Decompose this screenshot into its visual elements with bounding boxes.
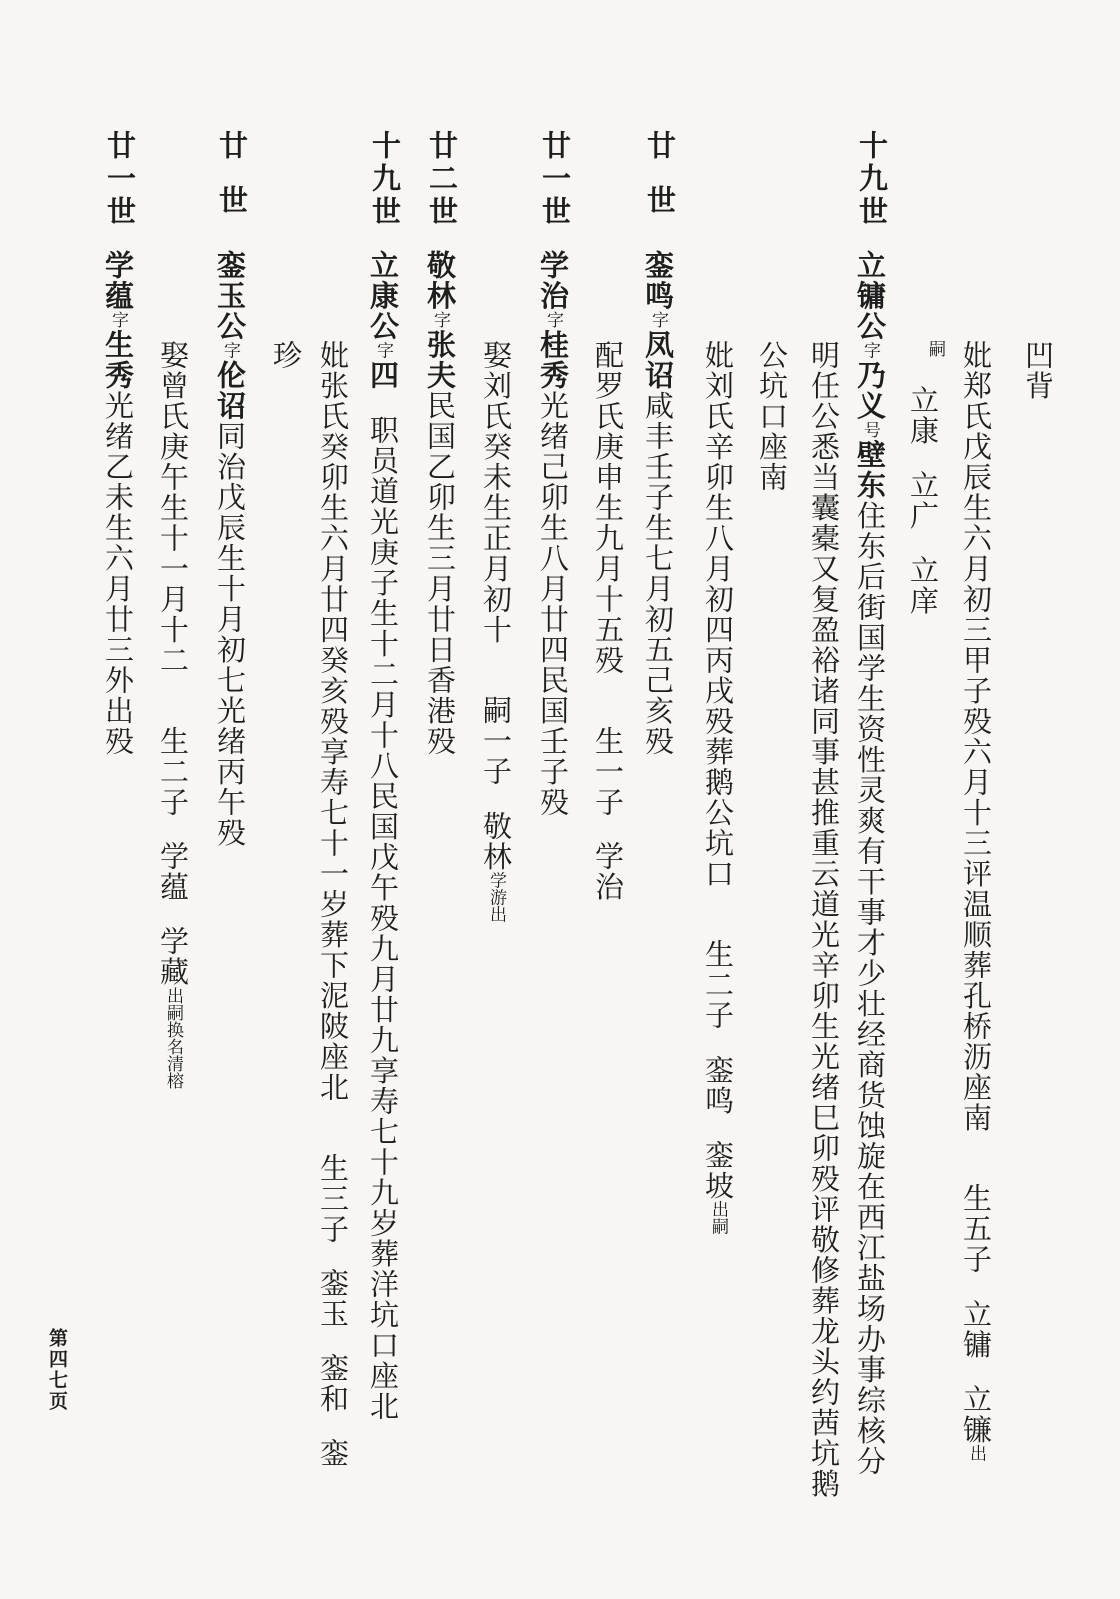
generation-label: 廿世 [643, 130, 677, 240]
col-17: 学蕴字生秀光绪乙未生六月廿三外出殁 [101, 250, 135, 757]
col-3: 明任公悉当囊橐又复盈裕诸同事甚推重云道光辛卯生光绪巳卯殁评敬修葬龙头约茜坑鹅 [807, 340, 841, 1499]
col-1: 妣郑氏戊辰生六月初三甲子殁六月十三评温顺葬孔桥沥座南生五子立镛立镰出 [959, 340, 993, 1462]
col-15: 銮玉公字伦诏同治戊辰生十月初七光绪丙午殁 [213, 250, 247, 848]
col-14: 珍 [269, 340, 303, 371]
generation-label: 廿世 [215, 130, 249, 240]
col-13: 妣张氏癸卯生六月廿四癸亥殁享寿七十一岁葬下泥陂座北生三子銮玉銮和銮 [316, 340, 350, 1469]
col-6: 妣刘氏辛卯生八月初四丙戌殁葬鹅公坑口生二子銮鸣銮坡出嗣 [701, 340, 735, 1235]
col-10: 娶刘氏癸未生正月初十嗣一子敬林学游出 [479, 340, 513, 923]
page-number: 第四七页 [46, 1328, 68, 1412]
col-7: 銮鸣字凤诏咸丰壬子生七月初五己亥殁 [641, 250, 675, 757]
generation-label: 廿一世 [538, 130, 572, 229]
col-4: 立镛公字乃义号壁东住东后街国学生资性灵爽有干事才少壮经商货蚀旋在西江盐场办事综核分 [853, 250, 887, 1477]
generation-label: 十九世 [368, 130, 402, 229]
col-9: 学治字桂秀光绪己卯生八月廿四民国壬子殁 [536, 250, 570, 818]
col-16: 娶曾氏庚午生十一月十二生二子学蕴学藏出嗣换名清榕 [156, 340, 190, 1089]
col-2: 立康立广立庠 [906, 385, 940, 616]
col-0: 凹背 [1021, 340, 1055, 401]
col-8: 配罗氏庚申生九月十五殁生一子学治 [591, 340, 625, 902]
col-2-note: 嗣 [925, 340, 945, 357]
col-11: 敬林字张夫民国乙卯生三月廿日香港殁 [423, 250, 457, 757]
generation-label: 十九世 [855, 130, 889, 229]
generation-label: 廿二世 [425, 130, 459, 229]
col-12: 立康公字四职员道光庚子生十二月十八民国戊午殁九月廿九享寿七十九岁葬洋坑口座北 [366, 250, 400, 1421]
generation-label: 廿一世 [103, 130, 137, 229]
col-5: 公坑口座南 [755, 340, 789, 493]
